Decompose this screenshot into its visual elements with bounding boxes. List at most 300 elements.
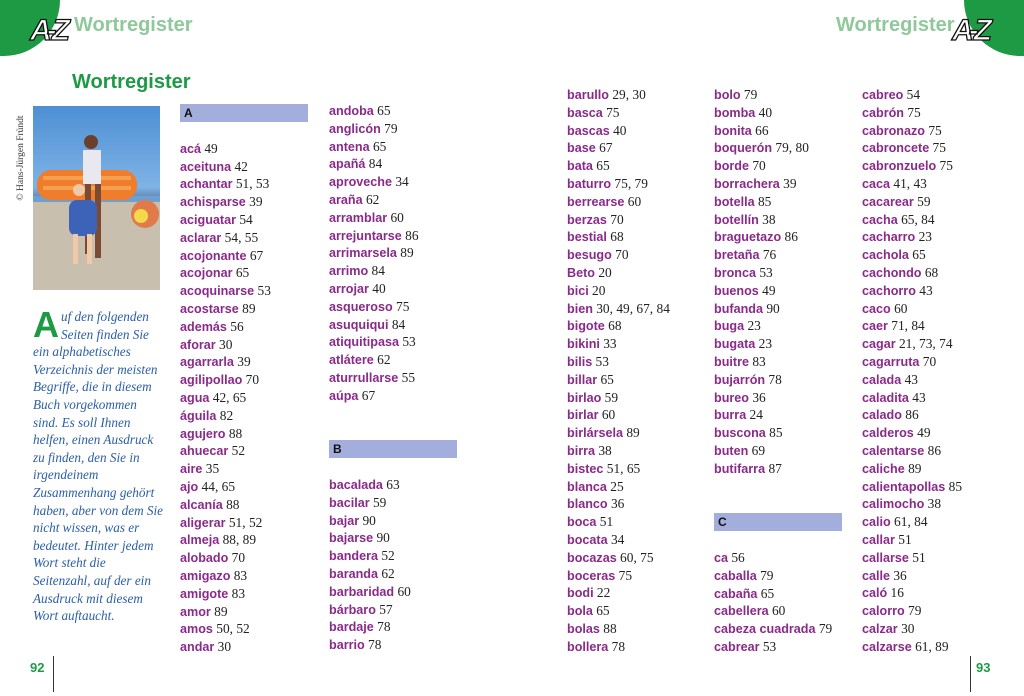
index-entry (180, 282, 330, 300)
index-entry (567, 567, 717, 585)
index-entry (329, 262, 479, 280)
index-entry (180, 193, 330, 211)
index-page-refs: 20 (588, 282, 606, 298)
index-page-refs: 83 (230, 567, 248, 583)
index-page-refs: 40 (755, 104, 773, 120)
index-entry (567, 211, 717, 229)
index-word: acojonante (180, 248, 247, 263)
index-page-refs: 83 (748, 353, 766, 369)
spacer (329, 422, 479, 440)
index-page-refs: 39 (233, 354, 251, 370)
index-page-refs: 75 (904, 104, 921, 120)
index-page-refs: 53 (592, 353, 609, 369)
running-title-left: Wortregister (74, 14, 193, 36)
index-entry (862, 104, 1012, 122)
index-page-refs: 38 (924, 496, 942, 512)
index-word: blanco (567, 497, 608, 512)
index-entry (714, 353, 864, 371)
index-entry (862, 246, 1012, 264)
section-letter-header: C (714, 513, 842, 531)
index-word: águila (180, 408, 217, 423)
index-word: arramblar (329, 210, 388, 225)
index-entry (567, 495, 717, 513)
index-page-refs: 34 (392, 174, 409, 190)
index-entry (567, 335, 717, 353)
index-page-refs: 36 (607, 496, 625, 512)
index-page-refs: 54 (903, 87, 921, 102)
index-word: agujero (180, 426, 226, 441)
index-page-refs: 79, 80 (772, 140, 809, 156)
index-word: achisparse (180, 195, 246, 210)
index-word: alcanía (180, 497, 223, 512)
index-entry (862, 282, 1012, 300)
index-entry (567, 122, 717, 140)
index-page-refs: 40 (609, 122, 627, 138)
spacer (329, 405, 479, 423)
index-page-refs: 49 (913, 425, 931, 441)
index-entry (329, 636, 479, 654)
index-entry (567, 513, 717, 531)
index-entry (180, 638, 330, 656)
index-entry (180, 603, 330, 621)
index-entry (862, 228, 1012, 246)
index-page-refs: 59 (913, 193, 931, 209)
page-number-right: 93 (976, 660, 991, 675)
index-word: cagar (862, 337, 896, 352)
index-entry (567, 353, 717, 371)
index-entry (180, 442, 330, 460)
index-word: cacha (862, 212, 898, 227)
index-entry (180, 175, 330, 193)
index-word: achantar (180, 177, 233, 192)
index-entry (329, 227, 479, 245)
index-page-refs: 55 (398, 369, 416, 385)
index-entry (567, 139, 717, 157)
index-word: caliche (862, 461, 905, 476)
index-word: billar (567, 372, 598, 387)
index-entry (567, 406, 717, 424)
index-entry (714, 175, 864, 193)
spacer (180, 122, 330, 140)
index-page-refs: 68 (606, 229, 624, 245)
index-entry (714, 139, 864, 157)
index-word: base (567, 141, 596, 156)
index-entry (714, 104, 864, 122)
index-page-refs: 79 (815, 621, 833, 637)
index-entry (180, 336, 330, 354)
index-page-refs: 24 (746, 407, 763, 423)
index-word: calorro (862, 604, 905, 619)
index-page-refs: 85 (765, 425, 783, 441)
index-word: bolas (567, 621, 600, 636)
index-word: bigote (567, 319, 605, 334)
index-word: caco (862, 301, 891, 316)
index-word: buga (714, 319, 745, 334)
index-entry (329, 565, 479, 583)
index-entry (862, 389, 1012, 407)
index-entry (714, 638, 864, 656)
index-entry (180, 514, 330, 532)
index-word: boca (567, 515, 597, 530)
index-page-refs: 87 (765, 460, 782, 476)
index-page-refs: 89 (904, 460, 922, 476)
index-page-refs: 90 (373, 530, 390, 546)
index-word: aire (180, 462, 203, 477)
index-column-1 (180, 104, 330, 656)
index-page-refs: 86 (901, 407, 919, 423)
index-word: amigazo (180, 568, 231, 583)
index-page-refs: 70 (606, 211, 624, 227)
index-entry (329, 191, 479, 209)
index-page-refs: 90 (762, 300, 780, 316)
index-word: andoba (329, 104, 374, 118)
index-page-refs: 78 (765, 371, 782, 387)
intro-body: uf den folgenden Seiten finden Sie ein alphabetisches Verzeichnis der meisten Begriffe, die in diesem Buch vorgekommen sind. Es soll Ihnen helfen, einen Ausdruck zu finden, den Sie in irgendeinem Zusammenhang gehört haben, aber von dem Sie nicht wissen, was er bedeutet. Hinter jedem Wort steht die Seitenzahl, auf der ein Ausdruck mit diesem Wort auftaucht. (33, 309, 164, 624)
index-page-refs: 65 (592, 603, 610, 619)
index-entry (180, 318, 330, 336)
index-page-refs: 44, 65 (198, 478, 236, 494)
index-page-refs: 23 (744, 318, 761, 334)
index-entry (329, 583, 479, 601)
index-entry (180, 549, 330, 567)
index-word: atlátere (329, 353, 374, 368)
index-word: cabeza cuadrada (714, 622, 816, 637)
index-word: ca (714, 550, 729, 565)
index-column-2 (329, 102, 479, 654)
index-page-refs: 60 (598, 407, 616, 423)
index-entry (567, 317, 717, 335)
index-word: birlar (567, 408, 599, 423)
index-page-refs: 65 (373, 103, 391, 118)
index-page-refs: 84 (388, 316, 406, 332)
index-page-refs: 78 (608, 638, 626, 654)
index-page-refs: 79 (904, 603, 922, 619)
index-entry (567, 460, 717, 478)
index-entry (329, 333, 479, 351)
index-page-refs: 65 (757, 585, 775, 601)
index-word: bici (567, 283, 589, 298)
index-word: bistec (567, 461, 604, 476)
index-entry (714, 264, 864, 282)
index-page-refs: 79 (756, 567, 774, 583)
index-entry (180, 460, 330, 478)
index-entry (862, 513, 1012, 531)
index-page-refs: 60 (387, 209, 404, 225)
index-page-refs: 51 (894, 531, 912, 547)
running-title-right: Wortregister (836, 14, 955, 36)
index-entry (180, 478, 330, 496)
index-page-refs: 88, 89 (219, 532, 257, 548)
index-page-refs: 59 (601, 389, 619, 405)
index-entry (567, 478, 717, 496)
index-word: bufanda (714, 301, 763, 316)
index-entry (329, 155, 479, 173)
index-entry (329, 244, 479, 262)
index-entry (714, 122, 864, 140)
index-word: birlao (567, 390, 602, 405)
index-page-refs: 29, 30 (608, 87, 646, 102)
index-word: basca (567, 105, 603, 120)
index-page-refs: 41, 43 (890, 175, 927, 191)
index-entry (567, 602, 717, 620)
index-page-refs: 51 (908, 549, 926, 565)
index-entry (862, 584, 1012, 602)
index-word: calzarse (862, 639, 912, 654)
index-page-refs: 53 (398, 334, 416, 350)
index-word: antena (329, 139, 370, 154)
index-entry (329, 494, 479, 512)
index-word: calientapollas (862, 479, 946, 494)
index-word: borrachera (714, 176, 780, 191)
index-word: cachondo (862, 265, 922, 280)
index-page-refs: 88 (222, 496, 240, 512)
index-entry (862, 193, 1012, 211)
index-page-refs: 70 (611, 247, 629, 263)
index-page-refs: 78 (373, 619, 391, 635)
index-page-refs: 85 (754, 193, 772, 209)
index-page-refs: 36 (748, 389, 766, 405)
index-word: caca (862, 176, 891, 191)
index-word: barrio (329, 638, 365, 653)
index-entry (329, 298, 479, 316)
index-page-refs: 52 (378, 548, 395, 564)
index-word: aligerar (180, 515, 226, 530)
index-entry (567, 389, 717, 407)
index-page-refs: 70 (228, 550, 246, 566)
index-page-refs: 53 (254, 283, 271, 299)
index-word: barullo (567, 88, 609, 102)
index-entry (329, 387, 479, 405)
index-entry (329, 316, 479, 334)
index-entry (180, 300, 330, 318)
index-page-refs: 66 (751, 122, 769, 138)
index-page-refs: 49 (758, 282, 776, 298)
index-entry (862, 478, 1012, 496)
index-word: barbaridad (329, 584, 395, 599)
index-page-refs: 30 (215, 336, 233, 352)
index-word: bardaje (329, 620, 374, 635)
index-entry (329, 138, 479, 156)
index-word: cacharro (862, 230, 916, 245)
index-page-refs: 39 (245, 194, 263, 210)
index-page-refs: 51 (596, 514, 614, 530)
index-word: bacalada (329, 477, 383, 492)
index-entry (862, 531, 1012, 549)
index-entry (714, 460, 864, 478)
index-page-refs: 79 (740, 87, 758, 102)
index-entry (862, 300, 1012, 318)
index-word: caló (862, 586, 888, 601)
index-entry (329, 369, 479, 387)
index-word: agarrarla (180, 355, 234, 370)
index-word: bata (567, 159, 593, 174)
index-word: berrearse (567, 194, 625, 209)
index-word: bujarrón (714, 372, 766, 387)
index-entry (180, 158, 330, 176)
index-entry (714, 406, 864, 424)
index-entry (567, 300, 717, 318)
index-entry (329, 173, 479, 191)
index-word: bola (567, 604, 593, 619)
index-word: aturrullarse (329, 370, 399, 385)
index-entry (329, 601, 479, 619)
index-entry (329, 618, 479, 636)
index-entry (180, 371, 330, 389)
index-entry (180, 567, 330, 585)
index-entry (862, 86, 1012, 104)
index-word: aproveche (329, 175, 392, 190)
index-page-refs: 61, 84 (890, 514, 928, 530)
index-page-refs: 23 (915, 229, 932, 245)
index-entry (567, 175, 717, 193)
index-page-refs: 30 (214, 639, 232, 655)
index-entry (567, 584, 717, 602)
index-entry (180, 531, 330, 549)
index-word: amor (180, 604, 211, 619)
index-word: aclarar (180, 230, 222, 245)
index-page-refs: 34 (607, 531, 625, 547)
index-word: butifarra (714, 461, 766, 476)
index-page-refs: 60, 75 (616, 549, 654, 565)
index-entry (714, 211, 864, 229)
index-page-refs: 60 (768, 603, 786, 619)
index-word: bocazas (567, 550, 617, 565)
index-entry (714, 567, 864, 585)
spacer (714, 478, 864, 496)
index-entry (714, 300, 864, 318)
index-entry (714, 620, 864, 638)
index-word: birra (567, 443, 595, 458)
index-entry (862, 638, 1012, 656)
index-page-refs: 54, 55 (221, 229, 259, 245)
index-page-refs: 56 (728, 549, 745, 565)
index-page-refs: 40 (368, 280, 386, 296)
index-word: cabellera (714, 604, 769, 619)
index-word: bonita (714, 123, 752, 138)
index-word: boceras (567, 568, 616, 583)
index-entry (862, 442, 1012, 460)
index-entry (180, 211, 330, 229)
index-entry (567, 104, 717, 122)
index-page-refs: 60 (624, 193, 642, 209)
index-column-3 (567, 86, 717, 656)
index-word: agilipollao (180, 373, 243, 388)
index-page-refs: 61, 89 (911, 638, 949, 654)
index-word: ahuecar (180, 444, 229, 459)
az-logo-icon: A-Z (952, 14, 987, 47)
index-entry (180, 496, 330, 514)
index-page-refs: 20 (595, 264, 612, 280)
index-page-refs: 35 (202, 461, 220, 477)
index-entry (180, 353, 330, 371)
index-word: bretaña (714, 248, 760, 263)
index-page-refs: 62 (362, 191, 380, 207)
index-word: besugo (567, 248, 612, 263)
index-word: bodi (567, 586, 594, 601)
index-word: ajo (180, 479, 199, 494)
index-column-5 (862, 86, 1012, 656)
index-page-refs: 65 (597, 371, 614, 387)
index-page-refs: 43 (915, 282, 933, 298)
index-page-refs: 75 (929, 140, 946, 156)
index-page-refs: 67 (358, 387, 376, 403)
index-page-refs: 23 (755, 336, 773, 352)
index-entry (862, 424, 1012, 442)
index-column-4 (714, 86, 864, 656)
index-word: bolo (714, 88, 741, 102)
index-page-refs: 70 (919, 353, 937, 369)
index-word: aceituna (180, 159, 232, 174)
index-page-refs: 62 (373, 352, 391, 368)
index-word: asuquiqui (329, 317, 389, 332)
index-entry (862, 264, 1012, 282)
index-word: calderos (862, 426, 914, 441)
index-entry (567, 86, 717, 104)
index-word: atiquitipasa (329, 335, 399, 350)
index-entry (862, 406, 1012, 424)
index-word: calado (862, 408, 902, 423)
index-page-refs: 86 (781, 229, 798, 245)
index-page-refs: 89 (623, 425, 640, 441)
index-word: bárbaro (329, 602, 376, 617)
index-page-refs: 82 (216, 407, 234, 423)
index-page-refs: 57 (375, 601, 393, 617)
index-entry (180, 264, 330, 282)
index-page-refs: 75 (392, 298, 410, 314)
index-page-refs: 36 (890, 567, 907, 583)
index-entry (180, 585, 330, 603)
index-word: calentarse (862, 443, 925, 458)
index-word: bilis (567, 354, 593, 369)
index-entry (567, 228, 717, 246)
beach-photo (33, 106, 160, 290)
index-page-refs: 65 (232, 265, 250, 281)
index-word: borde (714, 159, 749, 174)
index-page-refs: 21, 73, 74 (895, 336, 953, 352)
index-word: botella (714, 194, 755, 209)
index-entry (714, 424, 864, 442)
index-word: birlársela (567, 426, 624, 441)
index-page-refs: 88 (225, 425, 243, 441)
index-page-refs: 75, 79 (611, 175, 648, 191)
index-entry (180, 247, 330, 265)
index-word: cabroncete (862, 141, 930, 156)
index-word: bajarse (329, 531, 374, 546)
index-page-refs: 88 (599, 620, 617, 636)
index-word: calio (862, 515, 891, 530)
index-word: buten (714, 443, 749, 458)
index-word: bascas (567, 123, 610, 138)
index-word: bacilar (329, 495, 370, 510)
index-word: cagarruta (862, 354, 920, 369)
index-page-refs: 16 (887, 585, 904, 601)
index-entry (862, 353, 1012, 371)
index-page-refs: 65 (908, 247, 926, 263)
dropcap-letter: A (33, 304, 59, 345)
index-word: bajar (329, 513, 360, 528)
index-entry (180, 425, 330, 443)
index-page-refs: 76 (759, 247, 777, 263)
index-word: cabreo (862, 88, 904, 102)
index-entry (180, 140, 330, 158)
index-page-refs: 85 (945, 478, 963, 494)
index-entry (567, 264, 717, 282)
index-word: arrimarsela (329, 246, 397, 261)
index-page-refs: 51, 52 (225, 514, 263, 530)
index-word: cabaña (714, 586, 758, 601)
index-word: botellín (714, 212, 759, 227)
index-page-refs: 65 (369, 138, 387, 154)
